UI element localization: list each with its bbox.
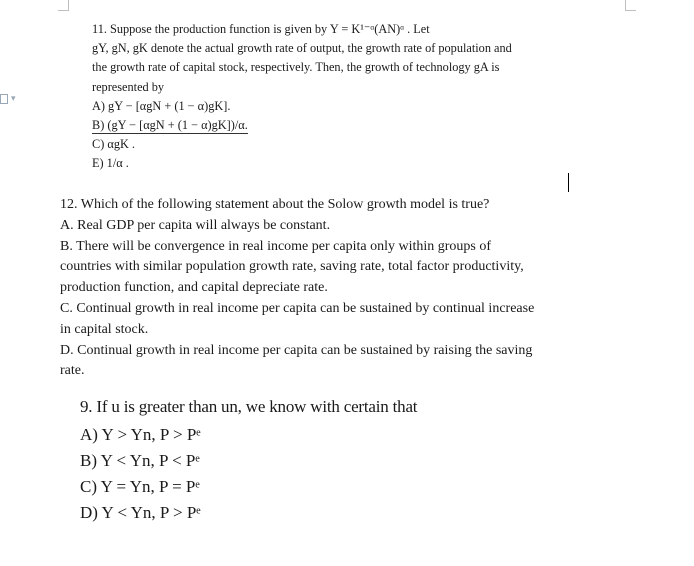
question-9 [80,394,560,526]
question-12-option-c-line-2: in capital stock. [60,321,149,337]
question-11-line-4: represented by [92,79,165,94]
question-12-option-b-line-2: countries with similar population growth rate, saving rate, total factor productivity, [60,259,524,275]
page-corner-mark-left [58,0,69,11]
text-cursor [568,173,569,192]
question-12 [60,195,620,382]
navigation-pane-toggle[interactable] [0,92,18,106]
question-11-line-3: the growth rate of capital stock, respectively. Then, the growth of technology gA is [92,60,500,75]
question-11-option-b [92,116,532,135]
question-11-option-a: A) gY − [αgN + (1 − α)gK]. [92,98,231,113]
question-9-stem: 9. If u is greater than un, we know with certain that [80,397,418,416]
question-12-option-d-line-1: D. Continual growth in real income per capita can be sustained by raising the saving [60,342,533,358]
question-9-option-c: C) Y = Yn, P = Pᵉ [80,477,200,496]
question-9-option-a: A) Y > Yn, P > Pᵉ [80,425,201,444]
question-9-option-b: B) Y < Yn, P < Pᵉ [80,451,200,470]
question-11-line-2: gY, gN, gK denote the actual growth rate of output, the growth rate of population and [92,41,512,56]
question-11-option-c: C) αgK . [92,137,135,152]
question-9-option-d: D) Y < Yn, P > Pᵉ [80,503,201,522]
chevron-down-icon: ▾ [11,93,16,103]
question-11 [92,20,532,174]
question-12-option-d-line-2: rate. [60,363,85,379]
document-icon [0,94,8,104]
question-12-stem: 12. Which of the following statement about the Solow growth model is true? [60,197,490,212]
question-12-option-b-line-1: B. There will be convergence in real income per capita only within groups of [60,238,492,254]
question-12-option-b-line-3: production function, and capital depreciate rate. [60,280,328,296]
question-11-option-e: E) 1/α . [92,156,129,171]
question-12-option-c-line-1: C. Continual growth in real income per capita can be sustained by continual increase [60,300,535,316]
question-11-option-b-text: B) (gY − [αgN + (1 − α)gK])/α. [92,118,248,133]
page-corner-mark-right [625,0,636,11]
question-12-option-a: A. Real GDP per capita will always be constant. [60,217,331,233]
question-11-intro: 11. Suppose the production function is given by Y = K¹⁻ᵅ(AN)ᵅ . Let [92,22,430,36]
